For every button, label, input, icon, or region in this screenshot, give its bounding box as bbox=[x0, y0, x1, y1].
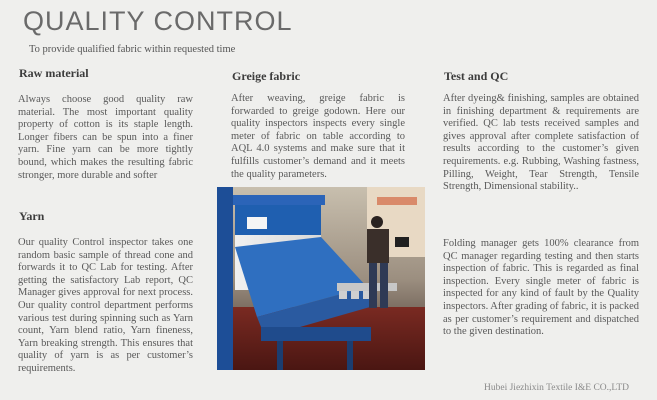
test-qc-text: After dyeing& finishing, samples are obtained in finishing department & requirements are verified. QC lab tests received samples and gives approval after complete satisfaction of results according to the customer’s given requirements. e.g. Rubbing, Washing fastness, Pilling, Weight, Tear Strength, Tensile Strength, Dimensional stability.. bbox=[443, 93, 639, 193]
page-subtitle: To provide qualified fabric within requested time bbox=[29, 44, 236, 55]
heading-greige-fabric: Greige fabric bbox=[232, 69, 301, 83]
greige-fabric-text: After weaving, greige fabric is forwarded to greige godown. Here our quality inspectors inspects every single meter of fabric on table according to AQL 4.0 systems and make sure that it fulfills customer’s demand and it meets the quality parameters. bbox=[231, 93, 405, 180]
test-qc-text-2: Folding manager gets 100% clearance from QC manager regarding testing and then starts inspection of fabric. This is regarded as final inspection. Every single meter of fabric is inspected for any kind of fault by the Quality inspectors. After grading of fabric, it is packed as per customer’s requirement and dispatched to the given destination. bbox=[443, 238, 639, 338]
heading-yarn: Yarn bbox=[19, 209, 45, 223]
fabric-inspection-photo bbox=[217, 187, 425, 370]
yarn-text: Our quality Control inspector takes one random basic sample of thread cone and forwards it to QC Lab for testing. After getting the satisfactory Lab report, QC Manager gives approval for next process. Our quality control department performs various test during spinning such as Yarn count, Yarn blend ratio, Yarn fineness, Yarn breaking strength. This ensures that quality of yarn is as per customer’s requirements. bbox=[18, 237, 193, 374]
raw-material-text: Always choose good quality raw material. The most important quality property of cotton is its staple length. Longer fibers can be spun into a finer yarn. Fine yarn can be more tightly bound, which makes the resulting fabric stronger, more durable and softer bbox=[18, 94, 193, 181]
heading-raw-material: Raw material bbox=[19, 66, 89, 80]
company-footer: Hubei Jiezhixin Textile I&E CO.,LTD bbox=[484, 383, 629, 393]
heading-test-qc: Test and QC bbox=[444, 69, 509, 83]
page-title: QUALITY CONTROL bbox=[23, 6, 293, 36]
